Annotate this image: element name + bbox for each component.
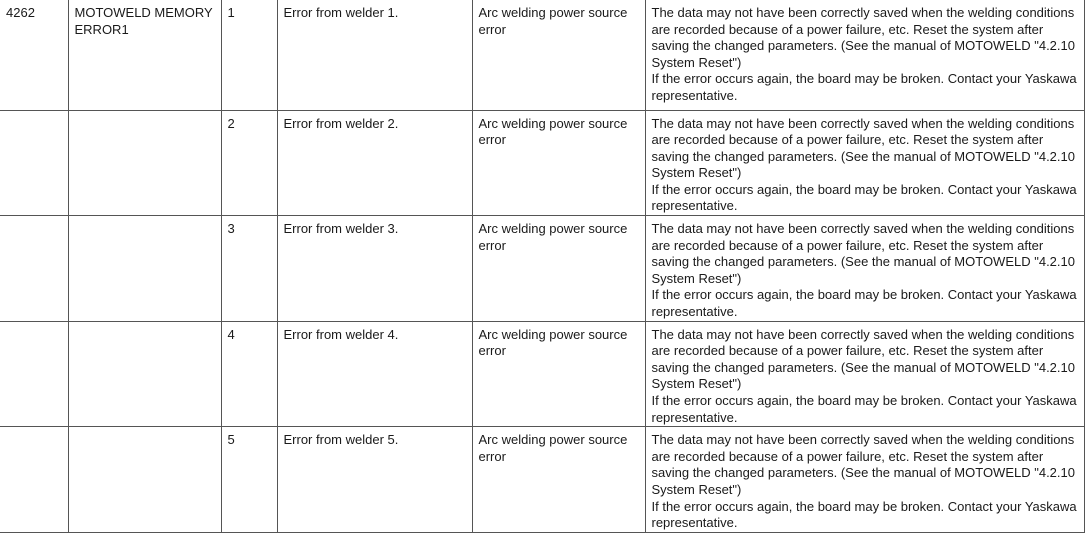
remedy-cell <box>645 110 1084 216</box>
alarm-number-cell: 4262 <box>0 0 68 110</box>
remedy-line: If the error occurs again, the board may be broken. Contact your Yaskawa representative. <box>651 393 1077 425</box>
remedy-cell <box>645 427 1084 533</box>
table-row <box>0 321 1084 427</box>
sub-code-cell: 2 <box>221 110 277 216</box>
cause-cell: Arc welding power source error <box>472 216 645 322</box>
alarm-name-cell: MOTOWELD MEMORY ERROR1 <box>68 0 221 110</box>
remedy-line: The data may not have been correctly saved when the welding conditions are recorded because of a power failure, etc. Reset the system after saving the changed parameters. (See the manual of MOTOWELD "4.2.10 System Reset") <box>651 221 1075 286</box>
remedy-cell <box>645 321 1084 427</box>
remedy-line: If the error occurs again, the board may be broken. Contact your Yaskawa representative. <box>651 181 1077 214</box>
remedy-cell <box>645 216 1084 322</box>
alarm-number-cell <box>0 321 68 427</box>
remedy-line: If the error occurs again, the board may be broken. Contact your Yaskawa representative. <box>651 287 1077 320</box>
alarm-number-cell <box>0 216 68 322</box>
alarm-number-cell <box>0 427 68 533</box>
remedy-line: The data may not have been correctly saved when the welding conditions are recorded because of a power failure, etc. Reset the system after saving the changed parameters. (See the manual of MOTOWELD "4.2.10 System Reset") <box>651 115 1075 181</box>
cause-cell: Arc welding power source error <box>472 321 645 427</box>
cause-cell: Arc welding power source error <box>472 0 645 110</box>
table-row <box>0 0 1084 110</box>
cause-cell: Arc welding power source error <box>472 110 645 216</box>
remedy-line: If the error occurs again, the board may be broken. Contact your Yaskawa representative. <box>651 71 1077 103</box>
remedy-line: The data may not have been correctly saved when the welding conditions are recorded because of a power failure, etc. Reset the system after saving the changed parameters. (See the manual of MOTOWELD "4.2.10 System Reset") <box>651 326 1075 392</box>
sub-code-cell: 3 <box>221 216 277 322</box>
sub-code-cell: 4 <box>221 321 277 427</box>
alarm-name-cell <box>68 216 221 322</box>
remedy-line: If the error occurs again, the board may be broken. Contact your Yaskawa representative. <box>651 498 1077 531</box>
alarm-name-cell <box>68 427 221 533</box>
alarm-name-cell <box>68 321 221 427</box>
remedy-line: The data may not have been correctly saved when the welding conditions are recorded because of a power failure, etc. Reset the system after saving the changed parameters. (See the manual of MOTOWELD "4.2.10 System Reset") <box>651 432 1075 497</box>
remedy-cell <box>645 0 1084 110</box>
meaning-cell: Error from welder 4. <box>277 321 472 427</box>
meaning-cell: Error from welder 5. <box>277 427 472 533</box>
alarm-number-cell <box>0 110 68 216</box>
cause-cell: Arc welding power source error <box>472 427 645 533</box>
alarm-name-cell <box>68 110 221 216</box>
table-row <box>0 110 1084 216</box>
remedy-line: The data may not have been correctly saved when the welding conditions are recorded because of a power failure, etc. Reset the system after saving the changed parameters. (See the manual of MOTOWELD "4.2.10 System Reset") <box>651 5 1075 70</box>
table-row <box>0 427 1084 533</box>
sub-code-cell: 5 <box>221 427 277 533</box>
meaning-cell: Error from welder 1. <box>277 0 472 110</box>
table-row <box>0 216 1084 322</box>
meaning-cell: Error from welder 2. <box>277 110 472 216</box>
meaning-cell: Error from welder 3. <box>277 216 472 322</box>
sub-code-cell: 1 <box>221 0 277 110</box>
